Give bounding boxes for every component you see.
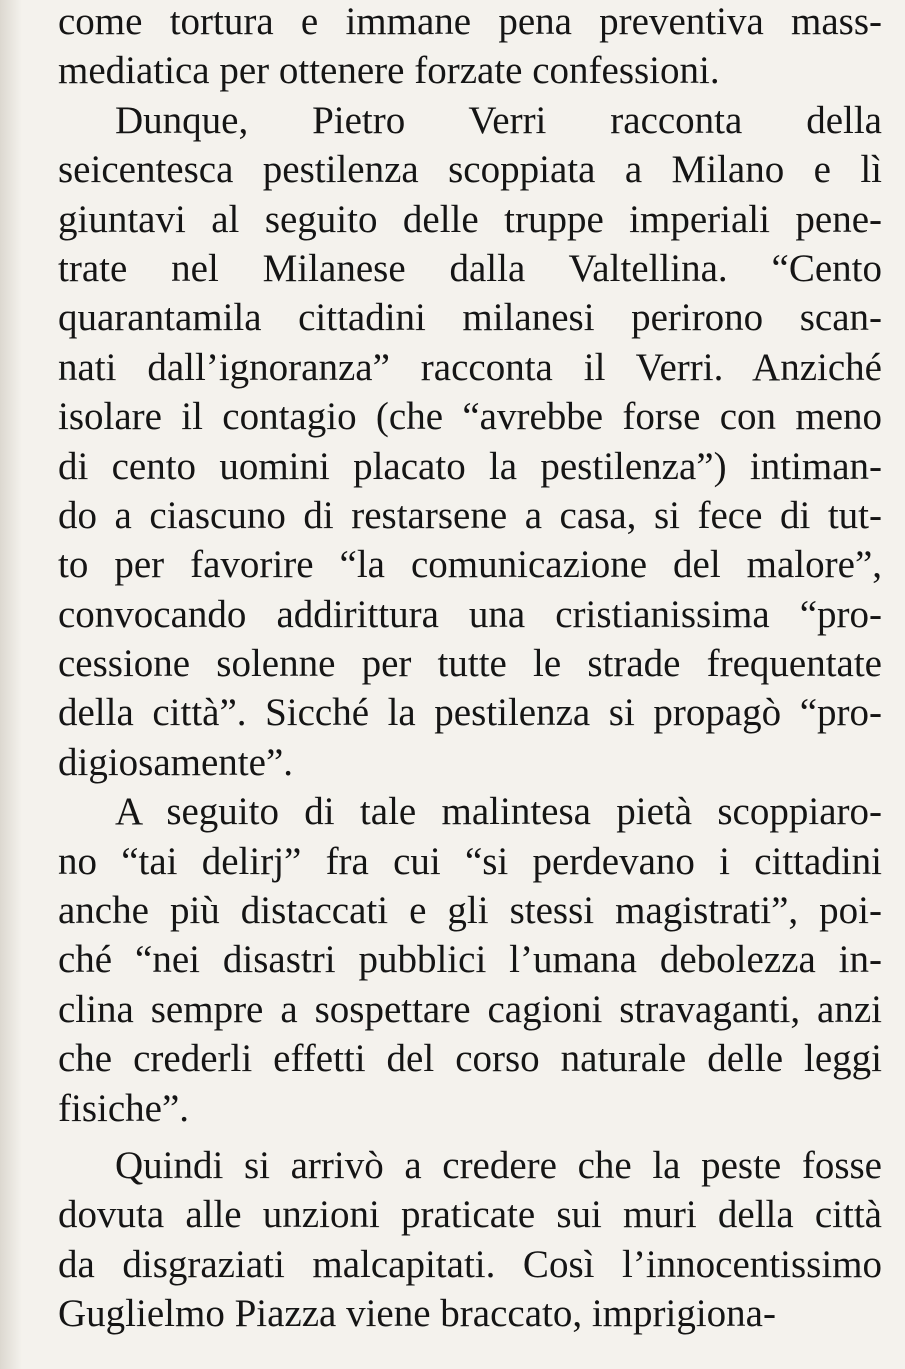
text-line: anche più distaccati e gli stessi magistrati”, poi- bbox=[58, 889, 882, 933]
text-line: nati dall’ignoranza” racconta il Verri. Anziché bbox=[58, 345, 882, 389]
text-line: no “tai delirj” fra cui “si perdevano i cittadini bbox=[58, 839, 882, 883]
text-line: seicentesca pestilenza scoppiata a Milano e lì bbox=[58, 148, 882, 192]
text-line: do a ciascuno di restarsene a casa, si fece di tut- bbox=[58, 493, 882, 537]
text-line: ché “nei disastri pubblici l’umana debolezza in- bbox=[58, 938, 882, 982]
text-line: clina sempre a sospettare cagioni stravaganti, anzi bbox=[58, 987, 882, 1031]
paragraph bbox=[58, 1141, 882, 1339]
text-line: dovuta alle unzioni praticate sui muri della città bbox=[58, 1193, 882, 1237]
paragraph bbox=[58, 96, 882, 787]
text-line: quarantamila cittadini milanesi perirono scan- bbox=[58, 296, 882, 340]
paragraph bbox=[58, 787, 882, 1133]
text-line: digiosamente”. bbox=[58, 740, 294, 784]
text-line: che crederli effetti del corso naturale delle leggi bbox=[58, 1037, 882, 1081]
text-line: cessione solenne per tutte le strade frequentate bbox=[58, 642, 882, 686]
body-text bbox=[58, 0, 882, 1339]
page-gutter-shadow bbox=[0, 0, 22, 1369]
text-line: A seguito di tale malintesa pietà scoppiaro- bbox=[115, 790, 882, 834]
text-line: trate nel Milanese dalla Valtellina. “Cento bbox=[58, 246, 882, 290]
text-line: convocando addirittura una cristianissima “pro- bbox=[58, 592, 882, 636]
text-line: isolare il contagio (che “avrebbe forse con meno bbox=[58, 395, 882, 439]
text-line: Dunque, Pietro Verri racconta della bbox=[115, 98, 882, 142]
text-line: Quindi si arrivò a credere che la peste fosse bbox=[115, 1143, 882, 1187]
text-line: come tortura e immane pena preventiva mass- bbox=[58, 0, 882, 43]
text-line: della città”. Sicché la pestilenza si propagò “pro- bbox=[58, 691, 882, 735]
text-line: Guglielmo Piazza viene braccato, imprigiona- bbox=[58, 1292, 776, 1336]
text-line: di cento uomini placato la pestilenza”) intiman- bbox=[58, 444, 882, 488]
text-line: fisiche”. bbox=[58, 1086, 190, 1130]
text-line: giuntavi al seguito delle truppe imperiali pene- bbox=[58, 197, 882, 241]
paragraph bbox=[58, 0, 882, 96]
text-line: da disgraziati malcapitati. Così l’innocentissimo bbox=[58, 1242, 882, 1286]
paragraph-gap bbox=[58, 1133, 882, 1141]
text-line: to per favorire “la comunicazione del malore”, bbox=[58, 543, 882, 587]
text-line: mediatica per ottenere forzate confessioni. bbox=[58, 49, 720, 93]
